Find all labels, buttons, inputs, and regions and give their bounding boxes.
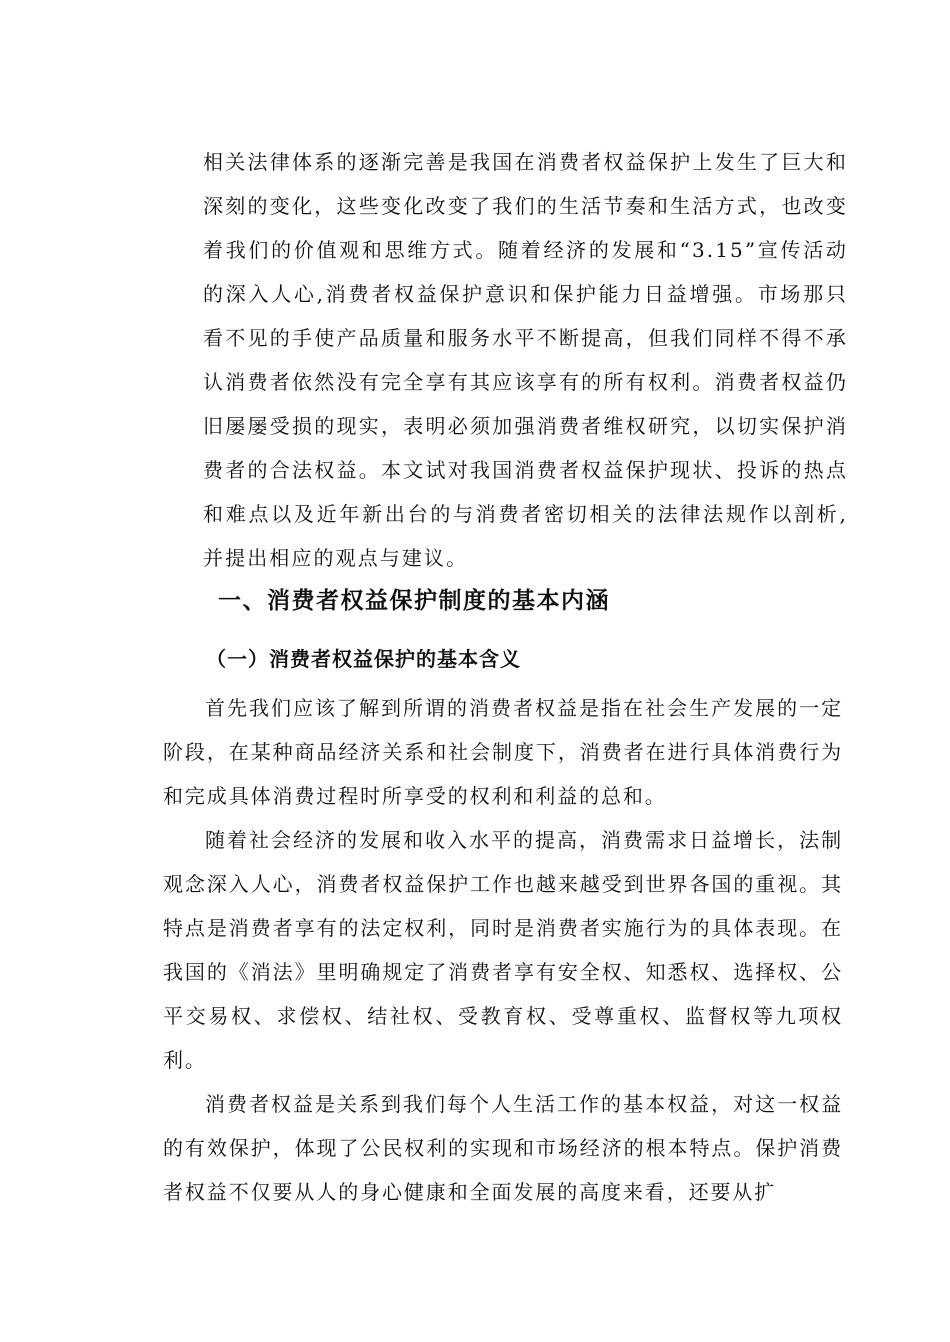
body-paragraph-2: 随着社会经济的发展和收入水平的提高，消费需求日益增长，法制观念深入人心，消费者权益保护工作也越来越受到世界各国的重视。其特点是消费者享有的法定权利，同时是消费者实施行为的具体表现。在我国的《消法》里明确规定了消费者享有安全权、知悉权、选择权、公平交易权、求偿权、结社权、受教育权、受尊重权、监督权等九项权利。 — [163, 828, 843, 1072]
body-paragraph-3: 消费者权益是关系到我们每个人生活工作的基本权益，对这一权益的有效保护，体现了公民权利的实现和市场经济的根本特点。保护消费者权益不仅要从人的身心健康和全面发展的高度来看，还要从扩 — [163, 1092, 843, 1204]
subsection-heading: （一）消费者权益保护的基本含义 — [206, 647, 521, 671]
body-paragraph-1: 首先我们应该了解到所谓的消费者权益是指在社会生产发展的一定阶段，在某种商品经济关系和社会制度下，消费者在进行具体消费行为和完成具体消费过程时所享受的权利和利益的总和。 — [163, 696, 843, 808]
section-heading: 一、消费者权益保护制度的基本内涵 — [218, 588, 610, 614]
intro-paragraph: 相关法律体系的逐渐完善是我国在消费者权益保护上发生了巨大和深刻的变化，这些变化改变了我们的生活节奏和生活方式，也改变着我们的价值观和思维方式。随着经济的发展和“3.15”宣传活动的深入人心,消费者权益保护意识和保护能力日益增强。市场那只看不见的手使产品质量和服务水平不断提高，但我们同样不得不承认消费者依然没有完全享有其应该享有的所有权利。消费者权益仍旧屡屡受损的现实，表明必须加强消费者维权研究，以切实保护消费者的合法权益。本文试对我国消费者权益保护现状、投诉的热点和难点以及近年新出台的与消费者密切相关的法律法规作以剖析,并提出相应的观点与建议。 — [203, 150, 848, 570]
